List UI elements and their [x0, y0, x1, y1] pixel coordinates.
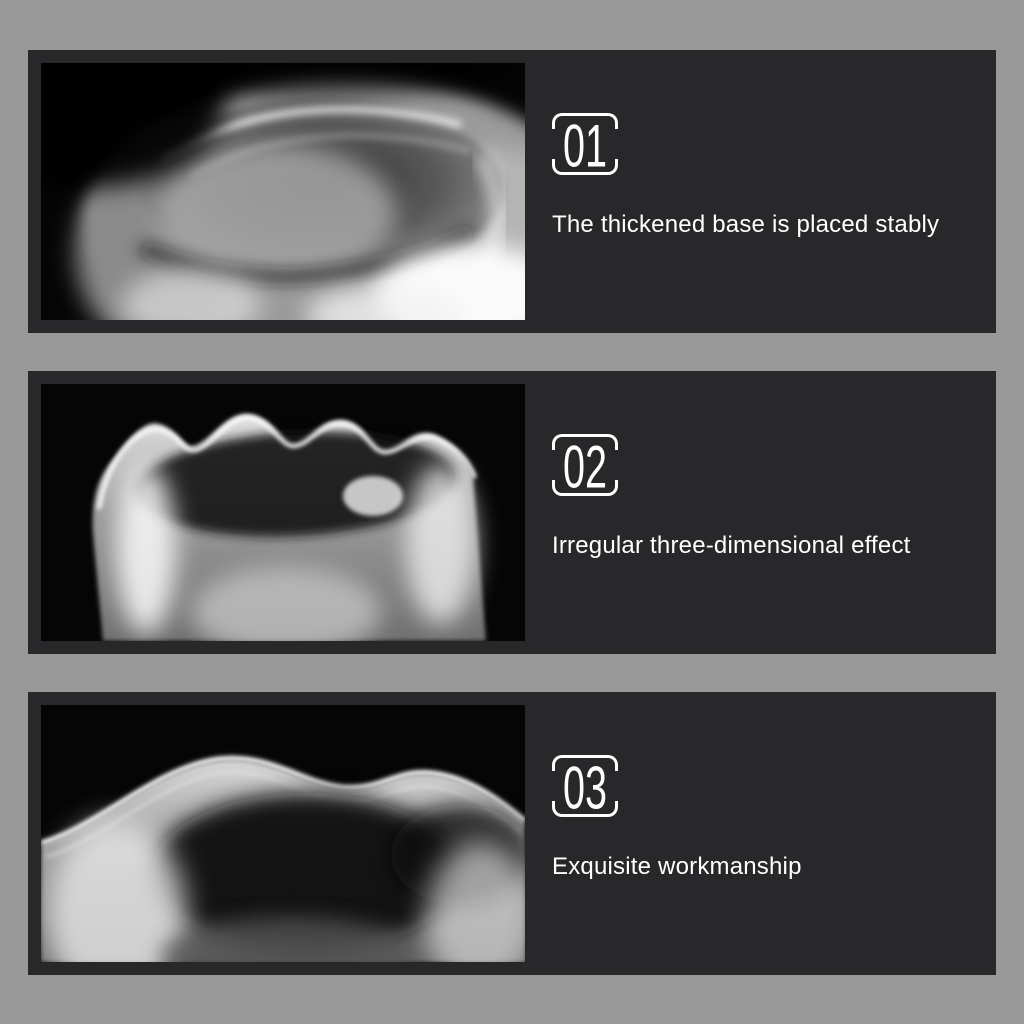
step-number: 01: [562, 112, 608, 180]
feature-text-block-1: [525, 63, 983, 320]
feature-caption: Irregular three-dimensional effect: [552, 532, 911, 559]
glass-cup-top-view-illustration: [41, 63, 525, 320]
feature-panel-3: [28, 692, 996, 975]
product-photo-1: [41, 63, 525, 320]
step-number-badge-1: [552, 112, 618, 180]
step-number-badge-2: [552, 433, 618, 501]
feature-panel-1: [28, 50, 996, 333]
glass-rim-closeup-illustration: [41, 705, 525, 962]
feature-text-block-3: [525, 705, 983, 962]
feature-caption: The thickened base is placed stably: [552, 211, 940, 238]
feature-caption: Exquisite workmanship: [552, 853, 802, 880]
step-number: 02: [562, 433, 608, 501]
feature-panel-2: [28, 371, 996, 654]
feature-text-block-2: [525, 384, 983, 641]
product-photo-3: [41, 705, 525, 962]
step-number: 03: [562, 754, 608, 822]
product-photo-2: [41, 384, 525, 641]
step-number-badge-3: [552, 754, 618, 822]
glass-cup-front-view-illustration: [41, 384, 525, 641]
